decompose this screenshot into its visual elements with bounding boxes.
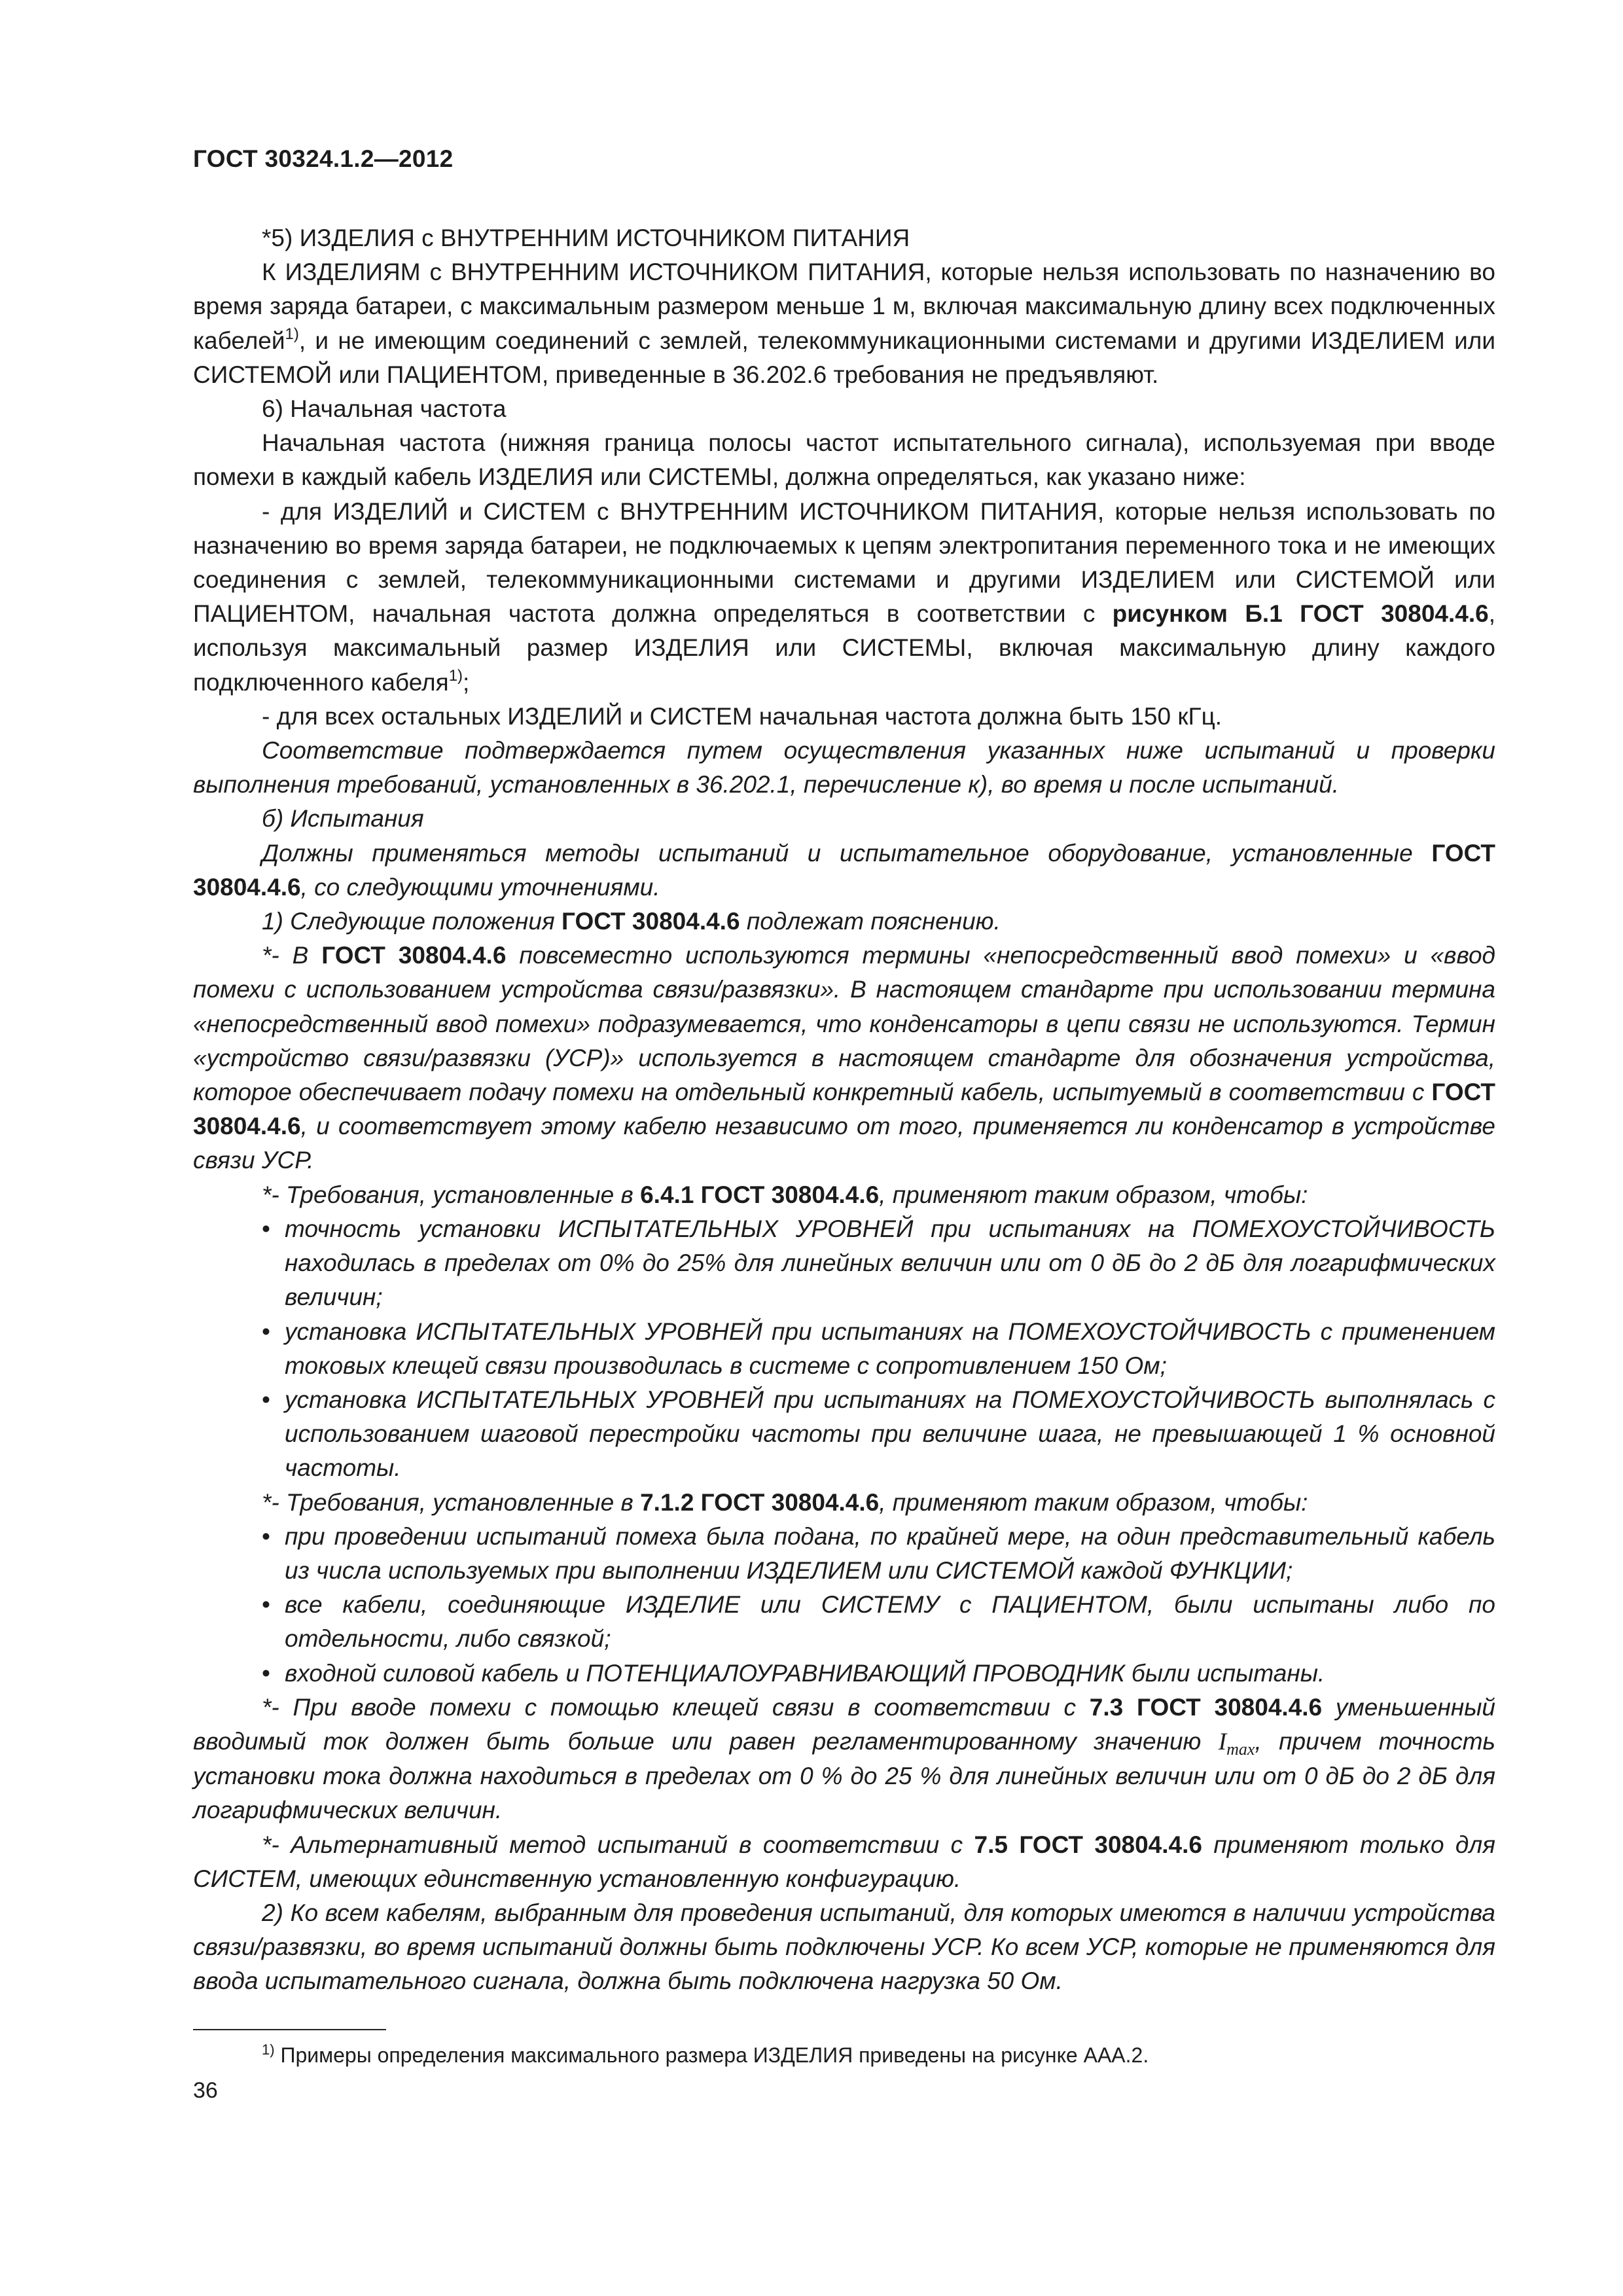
footnote-mark: 1) (262, 2041, 275, 2058)
text-run: К ИЗДЕЛИЯМ с ВНУТРЕННИМ ИСТОЧНИКОМ ПИТАНИЯ, которые нельзя использовать по назначению во время заряда батареи, с максимальным размером меньше 1 м, включая максимальную длину всех подключенных кабелей (193, 259, 1495, 354)
paragraph-item-6: 6) Начальная частота (262, 395, 507, 423)
reference-bold: 7.5 ГОСТ 30804.4.6 (974, 1831, 1202, 1858)
paragraph-req-641 (193, 1178, 1495, 1212)
footnote-text: Примеры определения максимального размера ИЗДЕЛИЯ приведены на рисунке ААА.2. (280, 2043, 1149, 2067)
paragraph-dash-1 (193, 495, 1495, 700)
footnote (262, 2041, 1149, 2070)
reference-bold: рисунком Б.1 ГОСТ 30804.4.6 (1112, 600, 1489, 628)
paragraph-test-methods (193, 836, 1495, 905)
text-run: ; (463, 668, 470, 696)
text-run: - для ИЗДЕЛИЙ и СИСТЕМ с ВНУТРЕННИМ ИСТОЧНИКОМ ПИТАНИЯ, которые нельзя использовать по назначению во время заряда батареи, не подключаемых к цепям электропитания переменного тока и не имеющих соединения с землей, телекоммуникационными системами и другими ИЗДЕЛИЕМ или СИСТЕМОЙ или ПАЦИЕНТОМ, начальная частота должна определяться в соответствии с (193, 497, 1495, 628)
math-var: I (1218, 1728, 1227, 1755)
reference-bold: ГОСТ 30804.4.6 (321, 942, 507, 969)
paragraph-alternative-method (193, 1828, 1495, 1896)
paragraph-req-712 (193, 1486, 1495, 1520)
reference-bold: ГОСТ 30804.4.6 (561, 908, 740, 935)
text-run: *- При вводе помехи с помощью клещей связи в соответствии с (262, 1693, 1090, 1721)
paragraph-tests-heading: б) Испытания (262, 805, 424, 833)
text-run: , применяют таким образом, чтобы: (879, 1488, 1308, 1516)
footnote-ref: 1) (448, 666, 463, 685)
text-run: , применяют таким образом, чтобы: (879, 1181, 1308, 1208)
paragraph-provisions (193, 905, 1495, 939)
footnote-ref: 1) (285, 325, 299, 343)
text-run: уменьшенный вводимый ток должен быть больше или равен регламентированному значению (193, 1693, 1496, 1755)
text-run: , и не имеющим соединений с землей, телекоммуникационными системами и другими ИЗДЕЛИЕМ или СИСТЕМОЙ или ПАЦИЕНТОМ, приведенные в 36.202.6 требования не предъявляют. (193, 327, 1495, 388)
reference-bold: 6.4.1 ГОСТ 30804.4.6 (640, 1181, 880, 1208)
reference-bold: 7.1.2 ГОСТ 30804.4.6 (640, 1488, 880, 1516)
list-item: • установка ИСПЫТАТЕЛЬНЫХ УРОВНЕЙ при испытаниях на ПОМЕХОУСТОЙЧИВОСТЬ выполнялась с использованием шаговой перестройки частоты при величине шага, не превышающей 1 % основной частоты. (193, 1383, 1495, 1486)
list-item: • при проведении испытаний помеха была подана, по крайней мере, на один представительный кабель из числа используемых при выполнении ИЗДЕЛИЕМ или СИСТЕМОЙ каждой ФУНКЦИИ; (193, 1520, 1495, 1588)
paragraph-terms (193, 939, 1495, 1177)
paragraph-dash-2: - для всех остальных ИЗДЕЛИЙ и СИСТЕМ начальная частота должна быть 150 кГц. (262, 702, 1222, 730)
paragraph-start-frequency: Начальная частота (нижняя граница полосы частот испытательного сигнала), используемая при вводе помехи в каждый кабель ИЗДЕЛИЯ или СИСТЕМЫ, должна определяться, как указано ниже: (193, 429, 1495, 491)
text-run: *- Альтернативный метод испытаний в соответствии с (262, 1831, 974, 1858)
list-item: • входной силовой кабель и ПОТЕНЦИАЛОУРАВНИВАЮЩИЙ ПРОВОДНИК были испытаны. (193, 1657, 1495, 1691)
reference-bold: 7.3 ГОСТ 30804.4.6 (1089, 1693, 1323, 1721)
i-max-symbol (1218, 1728, 1255, 1759)
text-run: , со следующими уточнениями. (300, 873, 660, 901)
text-run: повсеместно используются термины «непосредственный ввод помехи» и «ввод помехи с использованием устройства связи/развязки». В настоящем стандарте при использовании термина «непосредственный ввод помехи» подразумевается, что конденсаторы в цепи связи не используются. Термин «устройство связи/развязки (УСР)» используется в настоящем стандарте для обозначения устройства, которое обеспечивает подачу помехи на отдельный конкретный кабель, испытуемый в соответствии с (193, 942, 1495, 1106)
text-run: , причем точность установки тока должна находиться в пределах от 0 % до 25 % для линейных величин или от 0 дБ до 2 дБ для логарифмических величин. (193, 1727, 1495, 1824)
list-item: • установка ИСПЫТАТЕЛЬНЫХ УРОВНЕЙ при испытаниях на ПОМЕХОУСТОЙЧИВОСТЬ с применением токовых клещей связи производилась в системе с сопротивлением 150 Ом; (193, 1315, 1495, 1383)
text-run: Должны применяться методы испытаний и испытательное оборудование, установленные (262, 839, 1432, 867)
page-number: 36 (193, 2078, 218, 2103)
document-header: ГОСТ 30324.1.2—2012 (193, 145, 454, 172)
paragraph-internal-power (193, 255, 1495, 392)
text-run: применяют только для СИСТЕМ, имеющих единственную установленную конфигурацию. (193, 1831, 1495, 1892)
paragraph-clamp-injection (193, 1691, 1495, 1828)
list-item: • точность установки ИСПЫТАТЕЛЬНЫХ УРОВНЕЙ при испытаниях на ПОМЕХОУСТОЙЧИВОСТЬ находилась в пределах от 0% до 25% для линейных величин или от 0 дБ до 2 дБ для логарифмических величин; (193, 1212, 1495, 1315)
reference-bold: ГОСТ 30804.4.6 (193, 1079, 1495, 1140)
text-run: *- В (262, 942, 322, 969)
footnote-divider (193, 2029, 386, 2030)
text-run: , используя максимальный размер ИЗДЕЛИЯ или СИСТЕМЫ, включая максимальную длину каждого подключенного кабеля (193, 600, 1495, 696)
paragraph-cdn-connection: 2) Ко всем кабелям, выбранным для проведения испытаний, для которых имеются в наличии устройства связи/развязки, во время испытаний должны быть подключены УСР. Ко всем УСР, которые не применяются для ввода испытательного сигнала, должна быть подключена нагрузка 50 Ом. (193, 1899, 1495, 1995)
text-run: , и соответствует этому кабелю независимо от того, применяется ли конденсатор в устройстве связи УСР. (193, 1113, 1495, 1174)
text-run: *- Требования, установленные в (262, 1488, 641, 1516)
math-subscript: max (1226, 1739, 1255, 1759)
text-run: подлежат пояснению. (740, 908, 1001, 935)
paragraph-compliance: Соответствие подтверждается путем осуществления указанных ниже испытаний и проверки выполнения требований, установленных в 36.202.1, перечисление к), во время и после испытаний. (193, 737, 1495, 798)
reference-bold: ГОСТ 30804.4.6 (193, 839, 1495, 901)
text-run: *- Требования, установленные в (262, 1181, 641, 1208)
list-item: • все кабели, соединяющие ИЗДЕЛИЕ или СИСТЕМУ с ПАЦИЕНТОМ, были испытаны либо по отдельности, либо связкой; (193, 1588, 1495, 1656)
document-body (193, 221, 1495, 1999)
text-run: 1) Следующие положения (262, 908, 562, 935)
paragraph-item-5: *5) ИЗДЕЛИЯ с ВНУТРЕННИМ ИСТОЧНИКОМ ПИТАНИЯ (262, 224, 910, 251)
